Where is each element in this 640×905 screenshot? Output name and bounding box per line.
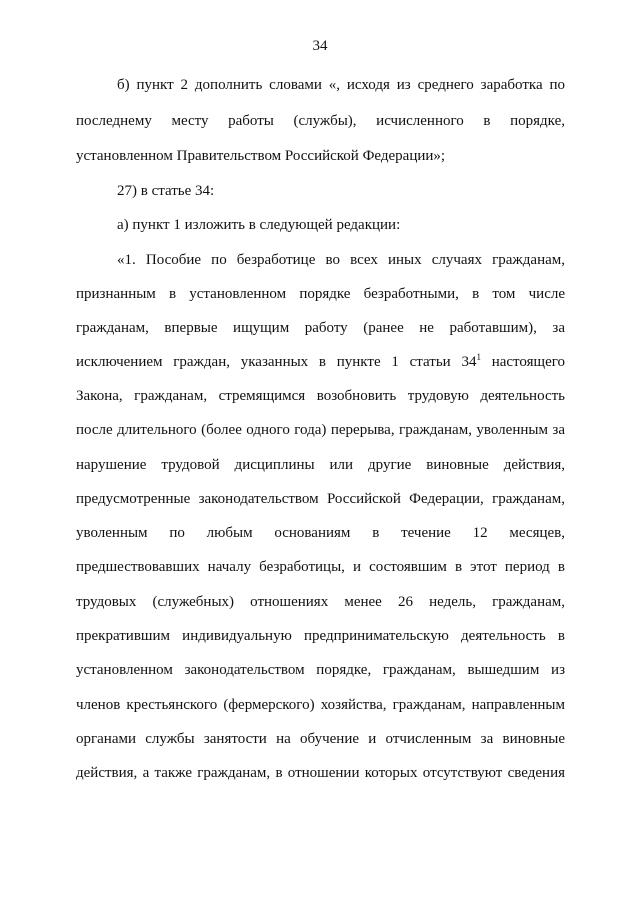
text-line: 27) в статье 34: xyxy=(117,183,215,199)
text-line: а) пункт 1 изложить в следующей редакции: xyxy=(117,217,401,233)
text-line: последнему месту работы (службы), исчисленного в порядке, xyxy=(76,113,565,129)
superscript: 1 xyxy=(476,352,481,362)
text-line: прекратившим индивидуальную предпринимательскую деятельность в xyxy=(76,628,565,644)
text-line: установленном Правительством Российской Федерации»; xyxy=(76,148,446,164)
text-line: уволенным по любым основаниям в течение 12 месяцев, xyxy=(76,525,565,541)
text-line: гражданам, впервые ищущим работу (ранее не работавшим), за xyxy=(76,320,565,336)
text-span: исключением граждан, указанных в пункте 1 статьи 34 xyxy=(76,354,477,370)
text-line: предусмотренные законодательством Российской Федерации, гражданам, xyxy=(76,491,565,507)
text-line: установленном законодательством порядке, гражданам, вышедшим из xyxy=(76,662,565,678)
text-line: признанным в установленном порядке безработными, в том числе xyxy=(76,286,565,302)
text-line: предшествовавших началу безработицы, и состоявшим в этот период в xyxy=(76,559,565,575)
text-line: «1. Пособие по безработице во всех иных случаях гражданам, xyxy=(117,252,565,268)
text-line: Закона, гражданам, стремящимся возобновить трудовую деятельность xyxy=(76,388,565,404)
text-line: трудовых (служебных) отношениях менее 26 недель, гражданам, xyxy=(76,594,565,610)
text-line xyxy=(76,352,565,372)
text-line: действия, а также гражданам, в отношении которых отсутствуют сведения xyxy=(76,765,565,781)
text-span: настоящего xyxy=(480,354,566,370)
text-line: членов крестьянского (фермерского) хозяйства, гражданам, направленным xyxy=(76,697,565,713)
text-line: после длительного (более одного года) перерыва, гражданам, уволенным за xyxy=(76,422,565,438)
text-line: б) пункт 2 дополнить словами «, исходя из среднего заработка по xyxy=(117,77,565,93)
text-line: нарушение трудовой дисциплины или другие виновные действия, xyxy=(76,457,565,473)
text-line: органами службы занятости на обучение и отчисленным за виновные xyxy=(76,731,565,747)
page-number: 34 xyxy=(312,38,328,54)
